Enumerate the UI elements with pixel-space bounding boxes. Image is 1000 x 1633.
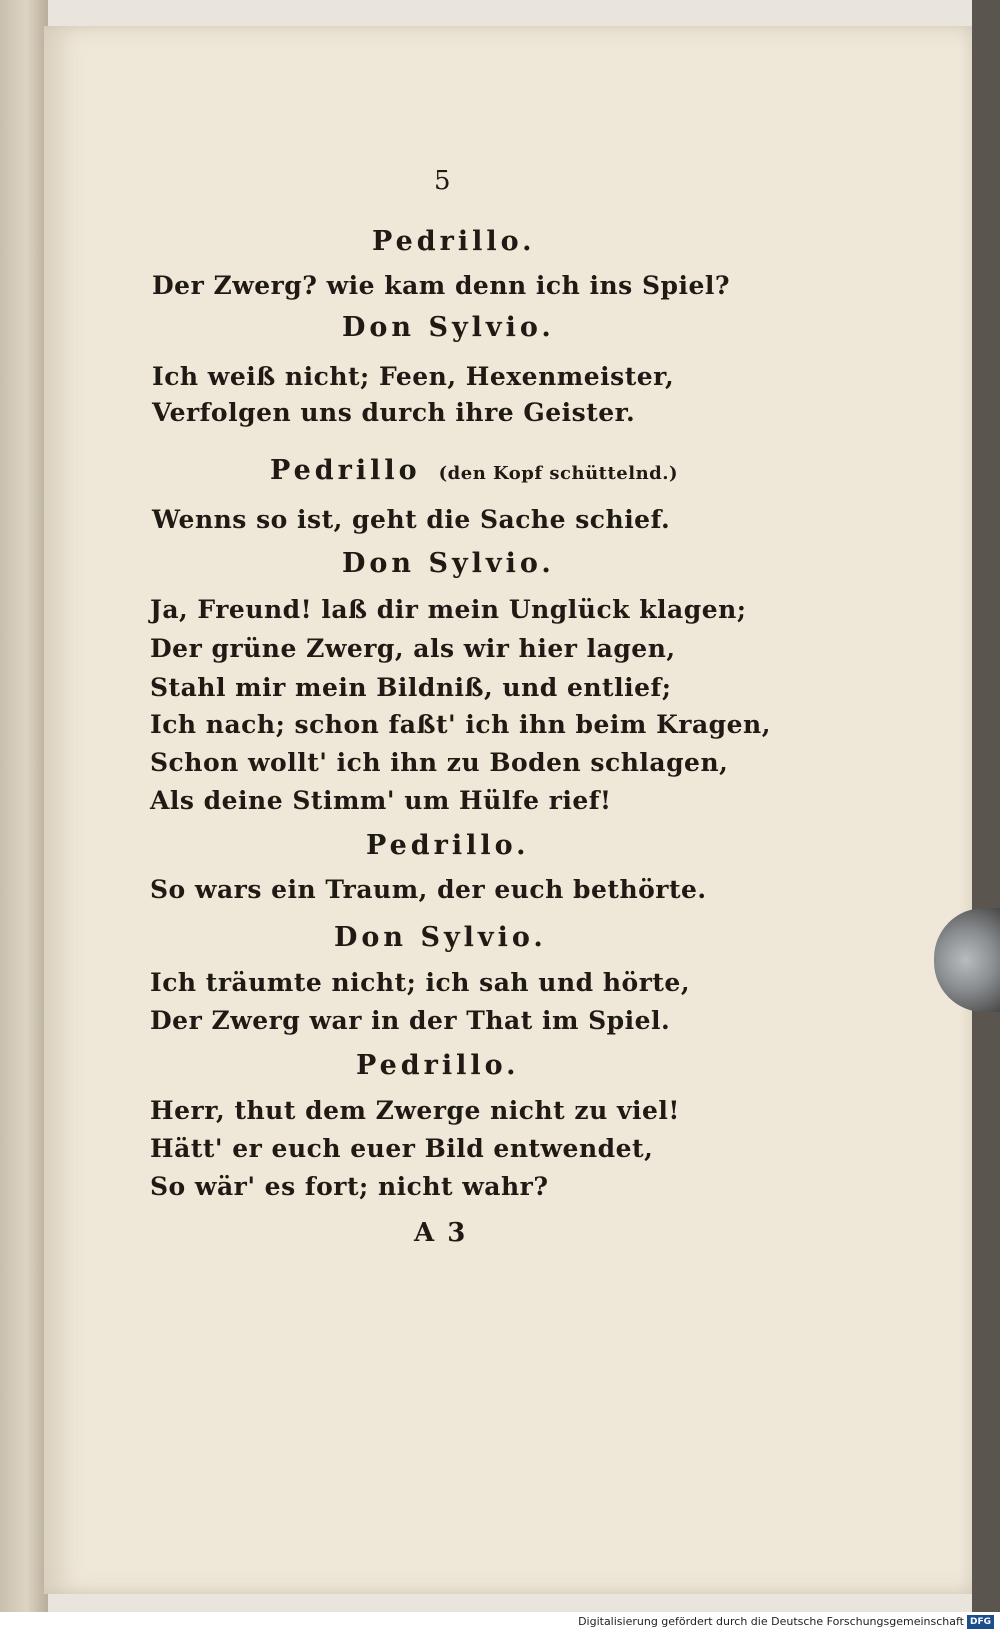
speaker-heading: Don Sylvio.	[342, 548, 555, 579]
stage-direction: (den Kopf schüttelnd.)	[438, 463, 679, 484]
page-number: 5	[434, 166, 451, 196]
verse-line: Der grüne Zwerg, als wir hier lagen,	[150, 634, 676, 663]
verse-line: Als deine Stimm' um Hülfe rief!	[150, 786, 612, 815]
verse-line: Der Zwerg? wie kam denn ich ins Spiel?	[152, 271, 731, 300]
verse-line: Ich träumte nicht; ich sah und hörte,	[150, 968, 691, 997]
digitization-credit: Digitalisierung gefördert durch die Deutsche Forschungsgemeinschaft	[578, 1615, 964, 1628]
verse-line: Verfolgen uns durch ihre Geister.	[152, 398, 636, 427]
verse-line: Ja, Freund! laß dir mein Unglück klagen;	[150, 595, 747, 624]
verse-line: Schon wollt' ich ihn zu Boden schlagen,	[150, 748, 729, 777]
scan-right-edge	[972, 0, 1000, 1633]
speaker-heading: Don Sylvio.	[342, 312, 555, 343]
speaker-heading-with-direction	[270, 455, 678, 486]
speaker-heading: Pedrillo.	[366, 830, 530, 861]
verse-line: Ich weiß nicht; Feen, Hexenmeister,	[152, 362, 675, 391]
verse-line: Wenns so ist, geht die Sache schief.	[152, 505, 671, 534]
speaker-heading: Don Sylvio.	[334, 922, 547, 953]
verse-line: Hätt' er euch euer Bild entwendet,	[150, 1134, 654, 1163]
verse-line: So wär' es fort; nicht wahr?	[150, 1172, 549, 1201]
speaker-name: Pedrillo	[270, 455, 421, 486]
binding-edge	[0, 0, 48, 1633]
verse-line: Herr, thut dem Zwerge nicht zu viel!	[150, 1096, 680, 1125]
speaker-heading: Pedrillo.	[356, 1050, 520, 1081]
signature-mark: A 3	[414, 1218, 468, 1248]
speaker-heading: Pedrillo.	[372, 226, 536, 257]
dfg-logo: DFG	[967, 1615, 994, 1629]
verse-line: Der Zwerg war in der That im Spiel.	[150, 1006, 671, 1035]
verse-line: Ich nach; schon faßt' ich ihn beim Kragen,	[150, 710, 771, 739]
verse-line: Stahl mir mein Bildniß, und entlief;	[150, 673, 672, 702]
verse-line: So wars ein Traum, der euch bethörte.	[150, 875, 707, 904]
